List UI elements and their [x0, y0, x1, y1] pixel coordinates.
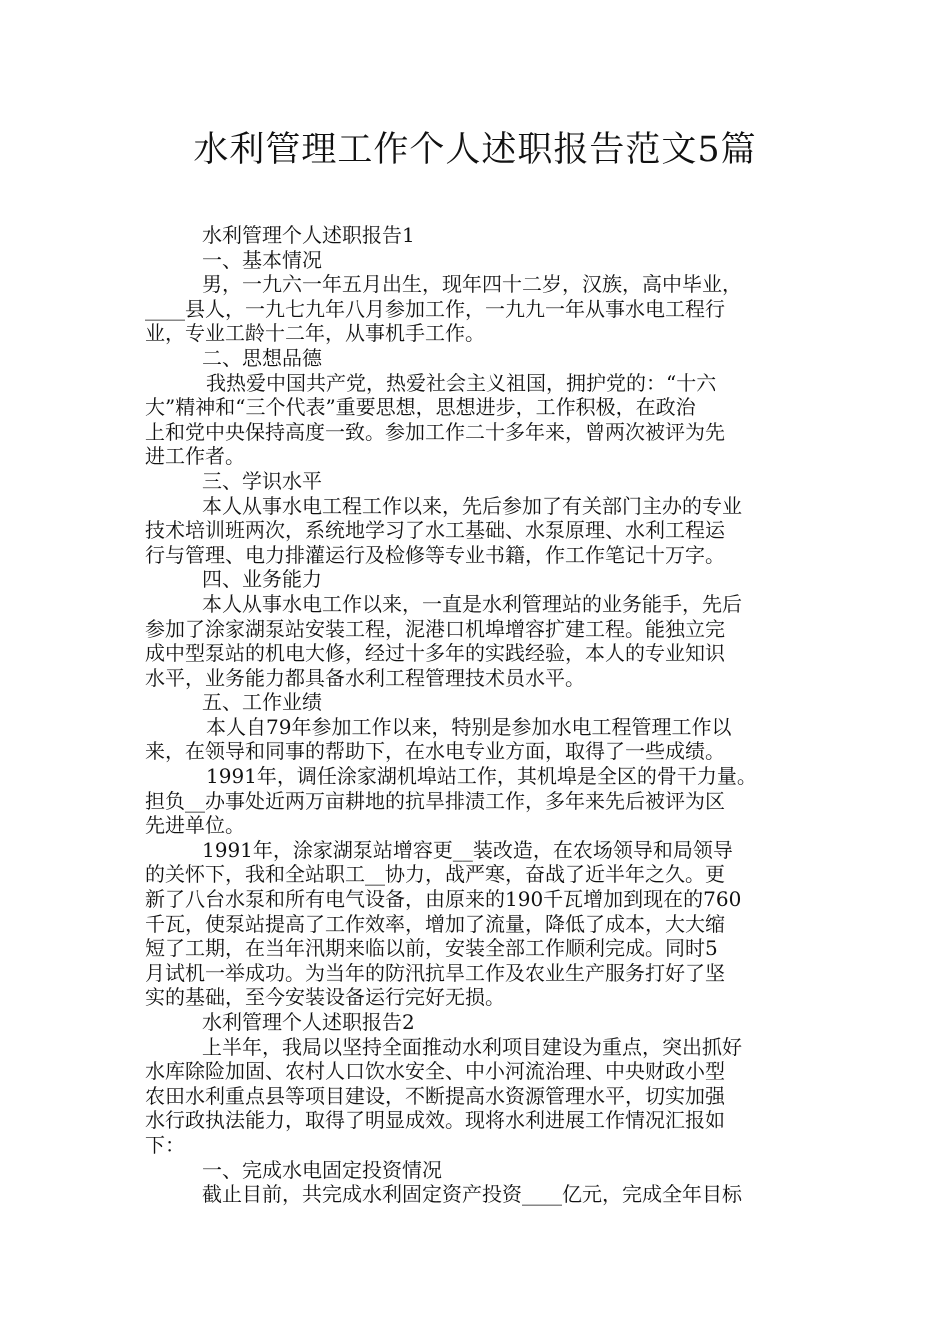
- text-line: 的关怀下，我和全站职工__协力，战严寒，奋战了近半年之久。更: [145, 862, 725, 887]
- document-title: 水利管理工作个人述职报告范文5篇: [193, 130, 757, 170]
- text-line: 行与管理、电力排灌运行及检修等专业书籍，作工作笔记十万字。: [145, 542, 725, 567]
- text-line: 下：: [145, 1132, 185, 1157]
- text-line: 五、工作业绩: [202, 690, 322, 715]
- text-line: 大”精神和“三个代表”重要思想，思想进步，工作积极，在政治: [145, 395, 696, 420]
- text-line: 担负__办事处近两万亩耕地的抗旱排渍工作，多年来先后被评为区: [145, 788, 725, 813]
- text-line: 进工作者。: [145, 444, 245, 469]
- text-line: 千瓦，使泵站提高了工作效率，增加了流量，降低了成本，大大缩: [145, 911, 725, 936]
- text-line: 男，一九六一年五月出生，现年四十二岁，汉族，高中毕业，: [202, 272, 742, 297]
- text-line: 参加了涂家湖泵站安装工程，泥港口机埠增容扩建工程。能独立完: [145, 616, 725, 641]
- text-line: 业，专业工龄十二年，从事机手工作。: [145, 321, 485, 346]
- text-line: 成中型泵站的机电大修，经过十多年的实践经验，本人的专业知识: [145, 641, 725, 666]
- text-line: 本人自79年参加工作以来，特别是参加水电工程管理工作以: [206, 714, 732, 739]
- text-line: 一、完成水电固定投资情况: [202, 1157, 442, 1182]
- text-line: 上半年，我局以坚持全面推动水利项目建设为重点，突出抓好: [202, 1034, 742, 1059]
- text-line: 1991年，调任涂家湖机埠站工作，其机埠是全区的骨干力量。: [206, 764, 757, 789]
- text-line: 四、业务能力: [202, 567, 322, 592]
- text-line: 本人从事水电工程工作以来，先后参加了有关部门主办的专业: [202, 493, 742, 518]
- text-line: 技术培训班两次，系统地学习了水工基础、水泵原理、水利工程运: [145, 518, 725, 543]
- text-line: 先进单位。: [145, 813, 245, 838]
- text-line: 短了工期，在当年汛期来临以前，安装全部工作顺利完成。同时5: [145, 936, 718, 961]
- text-line: 本人从事水电工作以来，一直是水利管理站的业务能手，先后: [202, 591, 742, 616]
- text-line: 二、思想品德: [202, 345, 322, 370]
- text-line: 来，在领导和同事的帮助下，在水电专业方面，取得了一些成绩。: [145, 739, 725, 764]
- text-line: 实的基础，至今安装设备运行完好无损。: [145, 985, 505, 1010]
- text-line: 三、学识水平: [202, 468, 322, 493]
- text-line: 水行政执法能力，取得了明显成效。现将水利进展工作情况汇报如: [145, 1108, 725, 1133]
- text-line: 农田水利重点县等项目建设，不断提高水资源管理水平，切实加强: [145, 1083, 725, 1108]
- text-line: 我热爱中国共产党，热爱社会主义祖国，拥护党的：“十六: [206, 370, 717, 395]
- text-line: 月试机一举成功。为当年的防汛抗旱工作及农业生产服务打好了坚: [145, 960, 725, 985]
- text-line: 一、基本情况: [202, 247, 322, 272]
- text-line: 上和党中央保持高度一致。参加工作二十多年来，曾两次被评为先: [145, 419, 725, 444]
- text-line: 水利管理个人述职报告2: [202, 1010, 415, 1034]
- text-line: 1991年，涂家湖泵站增容更__装改造，在农场领导和局领导: [202, 837, 733, 862]
- text-line: 水库除险加固、农村人口饮水安全、中小河流治理、中央财政小型: [145, 1059, 725, 1084]
- text-line: 新了八台水泵和所有电气设备，由原来的190千瓦增加到现在的760: [145, 887, 742, 912]
- text-line: 水平，业务能力都具备水利工程管理技术员水平。: [145, 665, 585, 690]
- document-body: [145, 223, 805, 1207]
- text-line: 截止目前，共完成水利固定资产投资____亿元，完成全年目标: [202, 1182, 742, 1207]
- text-line: 水利管理个人述职报告1: [202, 223, 415, 247]
- text-line: ____县人，一九七九年八月参加工作，一九九一年从事水电工程行: [145, 296, 725, 321]
